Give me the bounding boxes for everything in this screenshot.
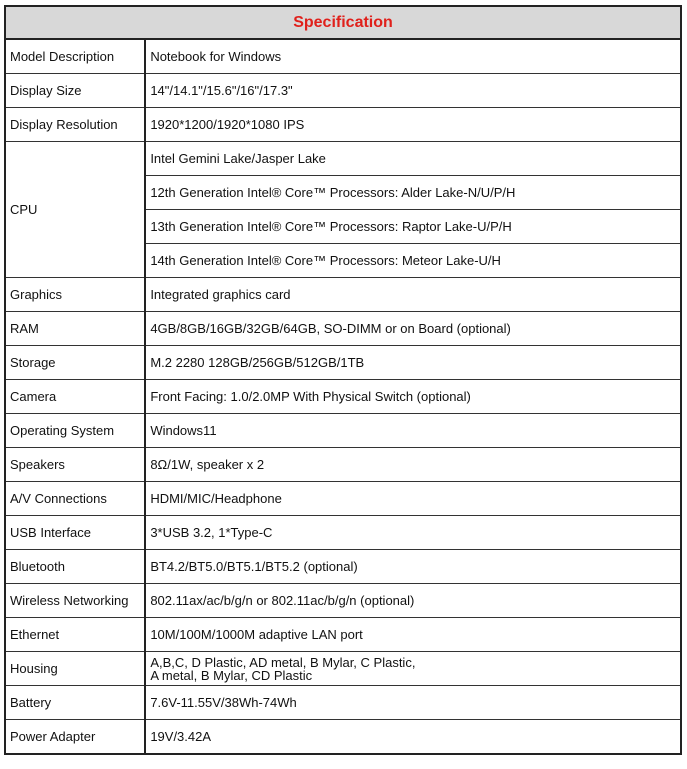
row-value: Front Facing: 1.0/2.0MP With Physical Switch (optional) [145,380,681,414]
row-label: Model Description [5,39,145,74]
row-value: Integrated graphics card [145,278,681,312]
header-row [5,6,681,39]
row-label: Battery [5,686,145,720]
row-value: 14th Generation Intel® Core™ Processors: Meteor Lake-U/H [145,244,681,278]
row-value: 1920*1200/1920*1080 IPS [145,108,681,142]
row-housing [5,652,681,686]
row-av-connections [5,482,681,516]
row-value: HDMI/MIC/Headphone [145,482,681,516]
row-label: USB Interface [5,516,145,550]
row-operating-system [5,414,681,448]
row-model-description [5,39,681,74]
row-value: 19V/3.42A [145,720,681,755]
row-label: Display Resolution [5,108,145,142]
row-camera [5,380,681,414]
row-battery [5,686,681,720]
row-label: Operating System [5,414,145,448]
row-value: 13th Generation Intel® Core™ Processors: Raptor Lake-U/P/H [145,210,681,244]
row-label: RAM [5,312,145,346]
row-value: 3*USB 3.2, 1*Type-C [145,516,681,550]
row-storage [5,346,681,380]
row-value: 802.11ax/ac/b/g/n or 802.11ac/b/g/n (optional) [145,584,681,618]
row-value: M.2 2280 128GB/256GB/512GB/1TB [145,346,681,380]
row-value: Windows11 [145,414,681,448]
row-cpu [5,142,681,176]
row-ram [5,312,681,346]
table-title: Specification [293,13,393,31]
row-power-adapter [5,720,681,755]
row-value: 4GB/8GB/16GB/32GB/64GB, SO-DIMM or on Board (optional) [145,312,681,346]
row-label: CPU [5,142,145,278]
row-label: Bluetooth [5,550,145,584]
row-display-resolution [5,108,681,142]
row-label: Display Size [5,74,145,108]
header-cell [5,6,681,39]
row-label: Power Adapter [5,720,145,755]
row-value: Intel Gemini Lake/Jasper Lake [145,142,681,176]
row-value: Notebook for Windows [145,39,681,74]
row-usb-interface [5,516,681,550]
row-value: 14"/14.1"/15.6"/16"/17.3" [145,74,681,108]
row-bluetooth [5,550,681,584]
row-ethernet [5,618,681,652]
row-label: A/V Connections [5,482,145,516]
row-label: Housing [5,652,145,686]
row-label: Speakers [5,448,145,482]
row-label: Wireless Networking [5,584,145,618]
row-value: 8Ω/1W, speaker x 2 [145,448,681,482]
row-label: Storage [5,346,145,380]
specification-table [4,5,682,755]
row-value: A,B,C, D Plastic, AD metal, B Mylar, C Plastic, A metal, B Mylar, CD Plastic [145,652,681,686]
row-display-size [5,74,681,108]
row-value: 10M/100M/1000M adaptive LAN port [145,618,681,652]
row-graphics [5,278,681,312]
row-label: Ethernet [5,618,145,652]
row-value: BT4.2/BT5.0/BT5.1/BT5.2 (optional) [145,550,681,584]
row-speakers [5,448,681,482]
row-label: Graphics [5,278,145,312]
row-value: 12th Generation Intel® Core™ Processors: Alder Lake-N/U/P/H [145,176,681,210]
row-value: 7.6V-11.55V/38Wh-74Wh [145,686,681,720]
row-label: Camera [5,380,145,414]
row-wireless-networking [5,584,681,618]
